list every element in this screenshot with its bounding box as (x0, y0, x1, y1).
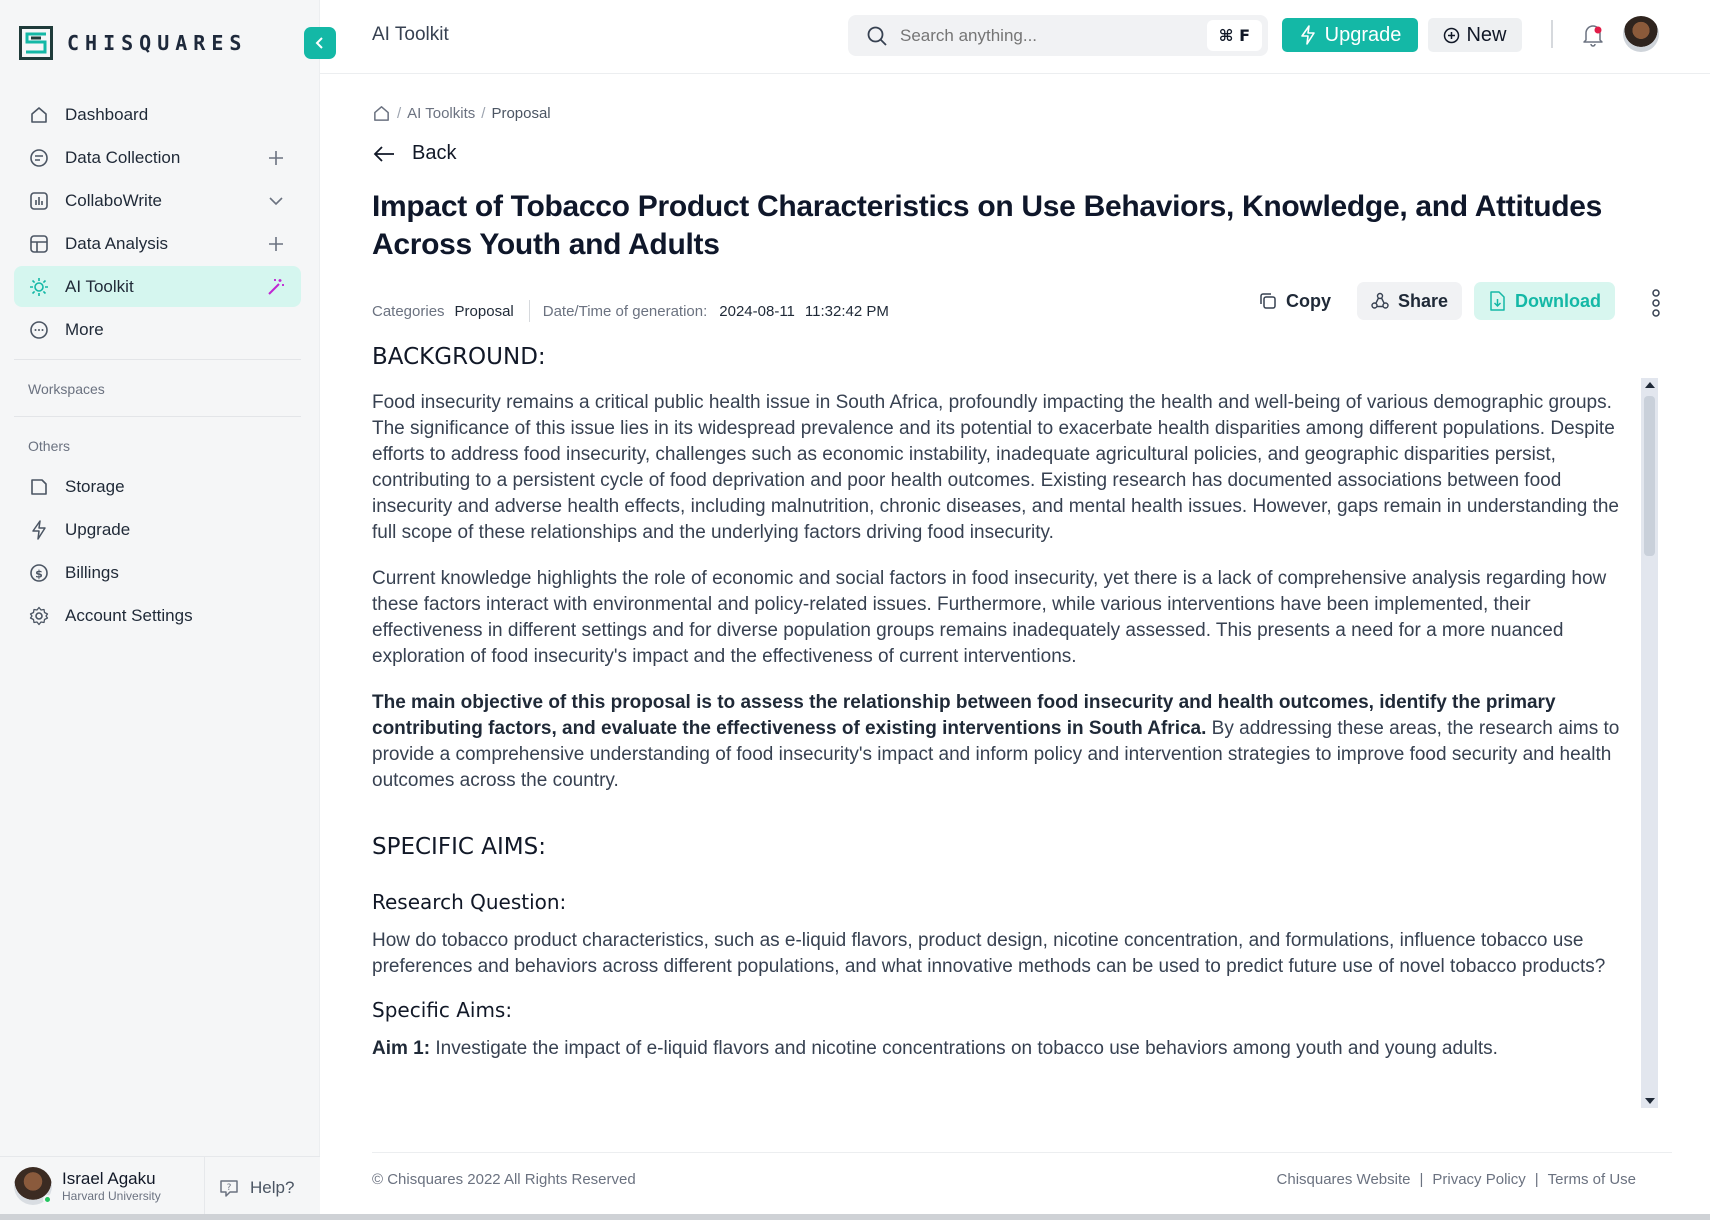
background-heading: BACKGROUND: (372, 344, 546, 370)
avatar (14, 1167, 52, 1205)
footer-link-website[interactable]: Chisquares Website (1276, 1171, 1411, 1188)
upgrade-button[interactable] (1282, 18, 1418, 52)
breadcrumb-separator: / (481, 105, 486, 122)
footer-separator: | (1419, 1171, 1424, 1188)
search-input[interactable] (900, 26, 1200, 46)
new-label: New (1466, 23, 1507, 46)
ai-toolkit-icon (28, 276, 50, 298)
aim-1-label: Aim 1: (372, 1038, 431, 1059)
breadcrumb-separator: / (397, 105, 402, 122)
workspaces-label: Workspaces (28, 381, 105, 397)
user-profile[interactable] (14, 1167, 161, 1205)
data-collection-icon (28, 147, 50, 169)
billing-icon (28, 562, 50, 584)
breadcrumb-current: Proposal (491, 105, 551, 122)
sidebar-item-label: Storage (65, 476, 125, 496)
research-question-text: How do tobacco product characteristics, such as e-liquid flavors, product design, nicotine concentration, and formulations, influence tobacco use preferences and behaviors across different populations, and what innovative methods can be used to predict future use of novel tobacco products? (372, 930, 1606, 977)
help-button[interactable] (218, 1177, 294, 1199)
data-analysis-icon (28, 233, 50, 255)
divider (14, 359, 301, 360)
magic-wand-icon (265, 276, 287, 298)
copy-icon (1259, 292, 1277, 310)
others-nav (14, 466, 301, 638)
sidebar-item-storage[interactable] (14, 466, 301, 507)
background-paragraph-2: Current knowledge highlights the role of economic and social factors in food insecurity, yet there is a lack of comprehensive analysis regarding how these factors interact with environmental and policy-related issues. Furthermore, while various interventions have been implemented, their effectiveness in different settings and for diverse population groups remains inadequately assessed. This presents a need for a more nuanced exploration of food insecurity's impact and the effectiveness of current interventions. (372, 568, 1607, 667)
svg-text:$: $ (35, 567, 43, 580)
research-question-heading: Research Question: (372, 890, 567, 914)
divider (1551, 20, 1553, 48)
background-paragraph-3 (372, 690, 1632, 794)
page-title: AI Toolkit (372, 24, 449, 45)
sidebar-item-label: More (65, 319, 104, 339)
arrow-left-icon (372, 144, 396, 164)
background-paragraph-1: Food insecurity remains a critical public health issue in South Africa, profoundly impacting the health and well-being of various demographic groups. The significance of this issue lies in its widespread prevalence and its potential to exacerbate health disparities among different populations. Despite efforts to address food insecurity, challenges such as economic instability, inadequate agricultural policies, and geographic disparities persist, contributing to a persistent cycle of food deprivation and poor health outcomes. Existing research has documented associations between food insecurity and adverse health effects, including malnutrition, chronic diseases, and mental health issues. However, gaps remain in understanding the full scope of these relationships and the underlying factors driving food insecurity. (372, 392, 1619, 543)
download-label: Download (1515, 290, 1602, 311)
logo[interactable] (19, 26, 247, 60)
search-shortcut: ⌘ F (1207, 20, 1262, 51)
aim-1 (372, 1036, 1632, 1062)
objective-statement: The main objective of this proposal is to assess the relationship between food insecurity and health outcomes, identify the primary contributing factors, and evaluate the effectiveness of existing interventions in South Africa. (372, 692, 1556, 739)
logo-icon (19, 26, 53, 60)
date-value: 2024-08-11 (719, 302, 795, 320)
sidebar-item-upgrade[interactable] (14, 509, 301, 550)
category-value: Proposal (454, 302, 514, 320)
back-button[interactable] (372, 142, 456, 165)
sidebar-item-data-analysis[interactable] (14, 223, 301, 264)
bolt-icon (1299, 25, 1317, 45)
specific-aims-subheading: Specific Aims: (372, 998, 513, 1022)
svg-text:?: ? (226, 1183, 232, 1193)
share-label: Share (1398, 290, 1449, 311)
bolt-icon (28, 519, 50, 541)
divider (204, 1157, 205, 1220)
new-button[interactable] (1428, 18, 1522, 52)
footer-link-privacy[interactable]: Privacy Policy (1432, 1171, 1526, 1188)
home-icon (28, 104, 50, 126)
chevron-down-icon[interactable] (265, 190, 287, 212)
sidebar-item-label: Data Collection (65, 147, 181, 167)
user-name: Israel Agaku (62, 1169, 156, 1188)
sidebar-item-label: Upgrade (65, 519, 131, 539)
aim-1-text: Investigate the impact of e-liquid flavors and nicotine concentrations on tobacco use behaviors among youth and young adults. (430, 1038, 1498, 1059)
breadcrumb-ai-toolkits[interactable]: AI Toolkits (407, 105, 476, 122)
window-bottom-edge (0, 1214, 1710, 1220)
download-icon (1488, 291, 1506, 311)
date-label: Date/Time of generation: (542, 302, 708, 320)
divider (14, 416, 301, 417)
sidebar-item-collabowrite[interactable] (14, 180, 301, 221)
share-button[interactable] (1357, 282, 1462, 320)
chevron-left-icon (313, 36, 327, 50)
sidebar-footer (0, 1156, 320, 1220)
user-avatar[interactable] (1623, 16, 1659, 52)
sidebar-item-label: Account Settings (65, 605, 193, 625)
divider (529, 300, 530, 322)
sidebar-item-label: Data Analysis (65, 233, 168, 253)
home-icon[interactable] (372, 104, 391, 123)
back-label: Back (412, 142, 457, 164)
search-icon (866, 25, 888, 47)
document-actions (1245, 282, 1627, 320)
footer-link-terms[interactable]: Terms of Use (1547, 1171, 1636, 1188)
footer-separator: | (1534, 1171, 1539, 1188)
sidebar (0, 0, 320, 1220)
share-icon (1371, 292, 1389, 310)
top-bar (320, 0, 1710, 74)
upgrade-label: Upgrade (1324, 23, 1402, 46)
copy-button[interactable] (1245, 282, 1345, 320)
download-button[interactable] (1474, 282, 1615, 320)
document-scrollbar[interactable] (1641, 378, 1658, 1108)
collapse-sidebar-button[interactable] (304, 27, 336, 59)
sidebar-item-dashboard[interactable] (14, 94, 301, 135)
sidebar-item-label: Billings (65, 562, 119, 582)
sidebar-item-label: CollaboWrite (65, 190, 163, 210)
main-nav (14, 94, 301, 352)
notification-bell-icon[interactable] (1580, 22, 1606, 48)
online-status-dot (43, 1195, 52, 1204)
document-body (372, 340, 1662, 1200)
more-icon (28, 319, 50, 341)
scroll-up-icon[interactable] (1645, 382, 1655, 388)
plus-icon[interactable] (265, 147, 287, 169)
copy-label: Copy (1286, 290, 1331, 311)
help-label: Help? (250, 1178, 295, 1197)
brand-name: CHISQUARES (67, 31, 248, 55)
plus-circle-icon (1443, 27, 1460, 44)
specific-aims-heading: SPECIFIC AIMS: (372, 834, 546, 860)
others-label: Others (28, 438, 71, 454)
collabowrite-icon (28, 190, 50, 212)
sidebar-item-data-collection[interactable] (14, 137, 301, 178)
user-organization: Harvard University (62, 1189, 161, 1203)
document-title: Impact of Tobacco Product Characteristics on Use Behaviors, Knowledge, and Attitudes Across Youth and Adults (372, 190, 1603, 261)
time-value: 11:32:42 PM (804, 302, 889, 320)
storage-icon (28, 476, 50, 498)
more-options-icon[interactable] (1651, 289, 1661, 317)
categories-label: Categories (372, 302, 445, 320)
settings-icon (28, 605, 50, 627)
document-meta (372, 300, 889, 322)
help-icon (218, 1177, 240, 1199)
divider (372, 1152, 1672, 1153)
breadcrumb (372, 104, 551, 123)
sidebar-item-label: AI Toolkit (65, 276, 134, 296)
sidebar-item-more[interactable] (14, 309, 301, 350)
objective-continuation: By addressing these areas, the research aims to provide a comprehensive understanding of food insecurity's impact and inform policy and intervention strategies to improve food security and health outcomes across the country. (372, 718, 1620, 791)
sidebar-item-account-settings[interactable] (14, 595, 301, 636)
search-bar[interactable] (848, 15, 1268, 56)
plus-icon[interactable] (265, 233, 287, 255)
sidebar-item-billings[interactable] (14, 552, 301, 593)
scroll-down-icon[interactable] (1645, 1098, 1655, 1104)
sidebar-item-ai-toolkit[interactable] (14, 266, 301, 307)
sidebar-item-label: Dashboard (65, 104, 149, 124)
scrollbar-thumb[interactable] (1644, 396, 1655, 556)
copyright: © Chisquares 2022 All Rights Reserved (372, 1171, 636, 1188)
document-text (372, 390, 1632, 1062)
footer-links (1277, 1171, 1636, 1188)
